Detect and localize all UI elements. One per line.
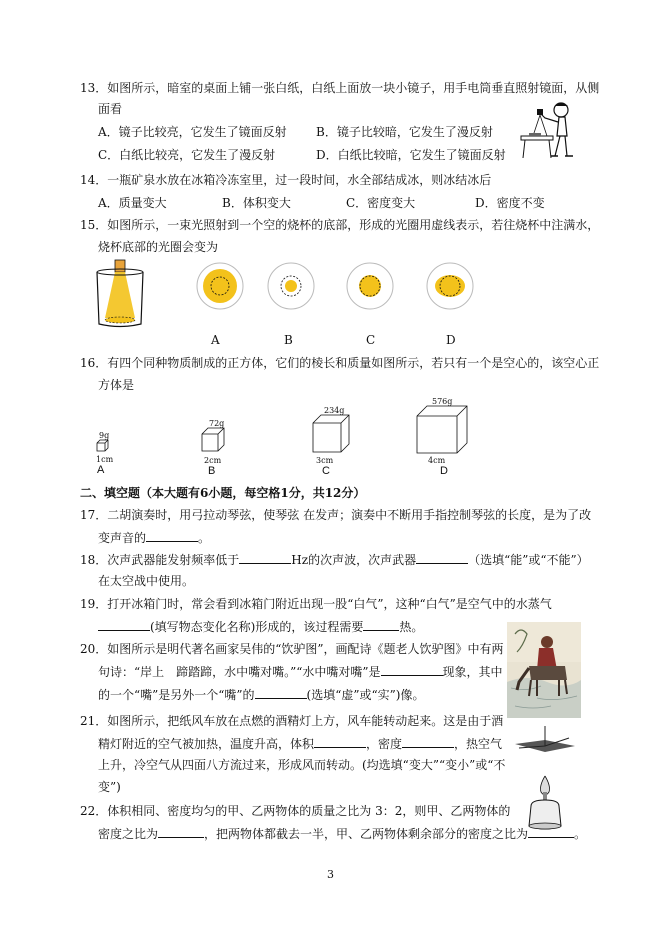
q21-line2-pre: 精灯附近的空气被加热，温度升高，体积 bbox=[98, 737, 315, 751]
q15-label-b: B bbox=[284, 333, 293, 347]
q21-line2-post: ，热空气 bbox=[454, 737, 503, 751]
q21-line3: 上升，冷空气从四面八方流过来，形成风而转动。(均选填“变大”“变小”或“不 bbox=[98, 758, 506, 772]
q18-post: （选填“能”或“不能”） bbox=[468, 553, 589, 567]
q20-line3-pre: 的一个“嘴”是另外一个“嘴”的 bbox=[98, 688, 255, 702]
drinking-donkey-painting bbox=[507, 622, 581, 718]
q21-blank-1[interactable] bbox=[314, 735, 366, 748]
q19-line2 bbox=[98, 618, 423, 635]
cube-a-label: A bbox=[97, 464, 105, 476]
q15-label-d: D bbox=[446, 333, 456, 347]
q19-line2-post: 热。 bbox=[399, 620, 424, 634]
q13-stem-line1: 13．如图所示，暗室的桌面上铺一张白纸，白纸上面放一块小镜子，用手电筒垂直照射镜面，从侧 bbox=[80, 81, 600, 95]
q17-answer-blank[interactable] bbox=[146, 529, 198, 542]
cube-b-label: B bbox=[208, 465, 216, 477]
q20-blank-2[interactable] bbox=[255, 686, 307, 699]
option-c-light-circle bbox=[346, 262, 394, 310]
q15-label-c: C bbox=[366, 333, 376, 347]
q20-line2-pre: 句诗：“岸上 bbox=[98, 665, 165, 679]
option-a-light-circle bbox=[196, 262, 244, 310]
q22-line1: 22．体积相同、密度均匀的甲、乙两物体的质量之比为 3：2，则甲、乙两物体的 bbox=[80, 804, 511, 818]
q14-option-d: D．密度不变 bbox=[475, 196, 545, 210]
cube-b-mass: 72g bbox=[209, 419, 225, 428]
cube-a-edge: 1cm bbox=[96, 455, 114, 464]
q13-option-a: A．镜子比较亮，它发生了镜面反射 bbox=[98, 125, 287, 139]
q18-line1 bbox=[80, 551, 589, 568]
q13-option-b: B．镜子比较暗，它发生了漫反射 bbox=[316, 125, 493, 139]
cube-c-mass: 234g bbox=[324, 406, 345, 415]
q19-line1: 19．打开冰箱门时，常会看到冰箱门附近出现一股“白气”，这种“白气”是空气中的水蒸气 bbox=[80, 597, 552, 611]
q17-line2-post: 。 bbox=[198, 531, 211, 545]
q22-blank-2[interactable] bbox=[528, 825, 574, 838]
q16-stem-line2: 方体是 bbox=[98, 378, 135, 392]
q13-option-c: C．白纸比较亮，它发生了漫反射 bbox=[98, 148, 276, 162]
q13-stem-line2: 面看 bbox=[98, 102, 123, 116]
q19-blank-1[interactable] bbox=[98, 618, 150, 631]
q15-stem-line2: 烧杯底部的光圈会变为 bbox=[98, 240, 219, 254]
q21-blank-2[interactable] bbox=[402, 735, 454, 748]
q19-blank-2[interactable] bbox=[363, 618, 399, 631]
cube-d-edge: 4cm bbox=[428, 456, 446, 465]
q21-line2-mid: ，密度 bbox=[366, 737, 403, 751]
cube-b-figure bbox=[201, 427, 225, 453]
flashlight-person-figure bbox=[515, 100, 581, 162]
q20-line2-mid: 蹄踏蹄，水中嘴对嘴。”“水中嘴对嘴”是 bbox=[176, 665, 381, 679]
q20-line3 bbox=[98, 686, 424, 703]
q15-stem-line1: 15．如图所示，一束光照射到一个空的烧杯的底部，形成的光圈用虚线表示，若往烧杯中注满水， bbox=[80, 218, 600, 232]
q17-line2 bbox=[98, 529, 210, 546]
q21-line1: 21．如图所示，把纸风车放在点燃的酒精灯上方，风车能转动起来。这是由于酒 bbox=[80, 714, 504, 728]
q22-line2-mid: ，把两物体都截去一半，甲、乙两物体剩余部分的密度之比为 bbox=[204, 827, 529, 841]
cube-c-label: C bbox=[322, 465, 330, 477]
q21-line4: 变”) bbox=[98, 780, 121, 794]
q22-line2 bbox=[98, 825, 586, 842]
q21-line2 bbox=[98, 735, 502, 752]
q18-pre: 18．次声武器能发射频率低于 bbox=[80, 553, 240, 567]
q20-line2 bbox=[98, 663, 503, 680]
q20-line2-post: 现象，其中 bbox=[442, 665, 503, 679]
q17-line1: 17．二胡演奏时，用弓拉动琴弦，使琴弦 在发声；演奏中不断用手指控制琴弦的长度，是为了改 bbox=[80, 508, 592, 522]
cube-d-label: D bbox=[440, 465, 448, 477]
q16-stem-line1: 16．有四个同种物质制成的正方体，它们的棱长和质量如图所示，若只有一个是空心的，该空心正 bbox=[80, 356, 600, 370]
cube-a-mass: 9g bbox=[99, 431, 110, 440]
option-b-light-circle bbox=[267, 262, 315, 310]
cube-a-figure bbox=[96, 439, 110, 453]
q18-mid: Hz的次声波，次声武器 bbox=[291, 553, 417, 567]
q18-blank-1[interactable] bbox=[239, 551, 291, 564]
option-d-light-circle bbox=[426, 262, 474, 310]
q18-line2: 在太空战中使用。 bbox=[98, 574, 195, 588]
q22-line2-post: 。 bbox=[574, 827, 587, 841]
pinwheel-lamp-figure bbox=[509, 726, 583, 834]
cube-c-edge: 3cm bbox=[316, 456, 334, 465]
q19-line2-mid: (填写物态变化名称)形成的，该过程需要 bbox=[150, 620, 364, 634]
q15-label-a: A bbox=[211, 333, 220, 347]
q20-blank-1[interactable] bbox=[381, 663, 443, 676]
section-2-heading: 二、填空题（本大题有6小题，每空格1分，共12分） bbox=[80, 486, 366, 500]
q13-option-d: D．白纸比较暗，它发生了镜面反射 bbox=[316, 148, 506, 162]
q14-stem: 14．一瓶矿泉水放在冰箱冷冻室里，过一段时间，水全部结成冰，则冰结冰后 bbox=[80, 173, 492, 187]
q14-option-b: B．体积变大 bbox=[222, 196, 291, 210]
q18-blank-2[interactable] bbox=[416, 551, 468, 564]
q14-option-a: A．质量变大 bbox=[98, 196, 167, 210]
q20-line1: 20．如图所示是明代著名画家吴伟的“饮驴图”，画配诗《题老人饮驴图》中有两 bbox=[80, 642, 504, 656]
q14-option-c: C．密度变大 bbox=[346, 196, 416, 210]
cube-d-mass: 576g bbox=[432, 397, 453, 406]
q22-blank-1[interactable] bbox=[158, 825, 204, 838]
beaker-figure bbox=[95, 258, 145, 330]
q22-line2-pre: 密度之比为 bbox=[98, 827, 159, 841]
cube-d-figure bbox=[416, 405, 468, 455]
cube-b-edge: 2cm bbox=[204, 456, 222, 465]
q17-line2-pre: 变声音的 bbox=[98, 531, 147, 545]
page-number: 3 bbox=[327, 868, 334, 881]
q20-line3-post: (选填“虚”或“实”)像。 bbox=[306, 688, 425, 702]
cube-c-figure bbox=[312, 414, 350, 454]
